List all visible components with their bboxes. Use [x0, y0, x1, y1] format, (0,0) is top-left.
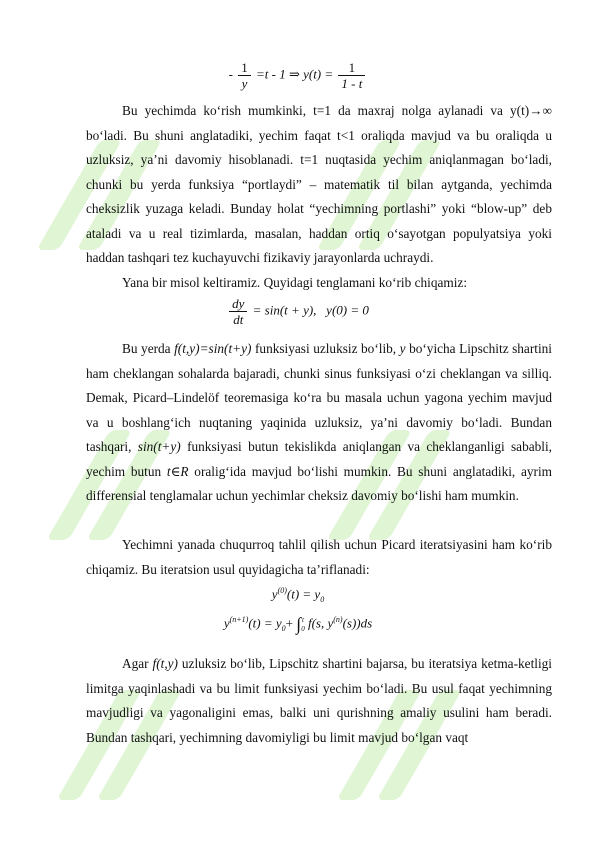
equation-picard-initial: $y^{(0)}(t) = y_0$ [271, 586, 325, 604]
integral-sign: ∫ [296, 614, 302, 634]
paragraph-picard-intro: Yechimni yanada chuqurroq tahlil qilish uchun Picard iteratsiyasini ham ko‘rib chiqamiz. Bu iteratsion usul quyidagicha ta’riflanadi: [86, 537, 552, 577]
eq1-middle: =t - 1 ⇒ [255, 66, 300, 82]
equation-sin-ode: $\frac{dy}{dt}$ = sin(t + y), y(0) = 0 [0, 296, 596, 327]
paragraph-blowup: Bu yechimda ko‘rish mumkinki, t=1 da maxraj nolga aylanadi va y(t)→∞ bo‘ladi. Bu shuni anglatadiki, yechim faqat t<1 oraliqda mavjud va bu oraliqda u uzluksiz, ya’ni davomiy hisoblanadi. t=1 nuqtasida yechim aniqlanmagan bo‘ladi, chunki bu yerda funksiya “portlaydi” – matematik til bilan aytganda, yechimda cheksizlik yuzaga keladi. Bunday holat “yechimning portlashi” yoki “blow-up” deb ataladi va u real tizimlarda, masalan, haddan ortiq o‘sayotgan populyatsiya yoki haddan tashqari tez kuchayuvchi fizikaviy jarayonlarda uchraydi. [86, 103, 552, 265]
eq2-derivative: $\frac{dy}{dt}$ [229, 296, 247, 327]
equation-picard-iteration: $y^{(n+1)}(t) = y_0+$ ∫ t 0 f(s, $y^{(n)}(s))ds$ [223, 614, 373, 634]
paragraph-example-intro: Yana bir misol keltiramiz. Quyidagi tenglamani ko‘rib chiqamiz: [122, 275, 468, 290]
paragraph-convergence: Agar f(t,y) uzluksiz bo‘lib, Lipschitz shartini bajarsa, bu iteratsiya ketma-ketligi limitga yaqinlashadi va bu limit funksiyasi yechim bo‘ladi. Bu usul faqat yechimning mavjudligi va yagonaligini emas, balki uni qurishning amaliy usulini ham beradi. Bundan tashqari, yechimning davomiyligi bu limit mavjud bo‘lgan vaqt [86, 656, 552, 745]
eq1-yt: y(t) = [303, 66, 334, 82]
eq1-fraction-right: $\frac{1}{1 - t}$ [338, 60, 365, 91]
paragraph-lipschitz: Bu yerda f(t,y)=sin(t+y) funksiyasi uzluksiz bo‘lib, y bo‘yicha Lipschitz shartini ham cheklangan sohalarda bajaradi, chunki sinus funksiyasi o‘zi cheklangan va silliq. Demak, Picard–Lindelöf teoremasiga ko‘ra bu masala uchun yagona yechim mavjud va u boshlang‘ich nuqtaning yaqinida uzluksiz, ya’ni davomiy bo‘ladi. Bundan tashqari, sin(t+y) funksiyasi butun tekislikda aniqlangan va cheklanganligi sababli, yechim butun t∈R oralig‘ida mavjud bo‘lishi mumkin. Bu shuni anglatadiki, ayrim differensial tenglamalar uchun yechimlar cheksiz davomiy bo‘lishi ham mumkin. [86, 341, 552, 503]
eq1-minus: - [228, 66, 233, 82]
equation-blowup-solution [0, 60, 596, 91]
eq1-fraction-left: $\frac{1}{y}$ [238, 60, 251, 91]
